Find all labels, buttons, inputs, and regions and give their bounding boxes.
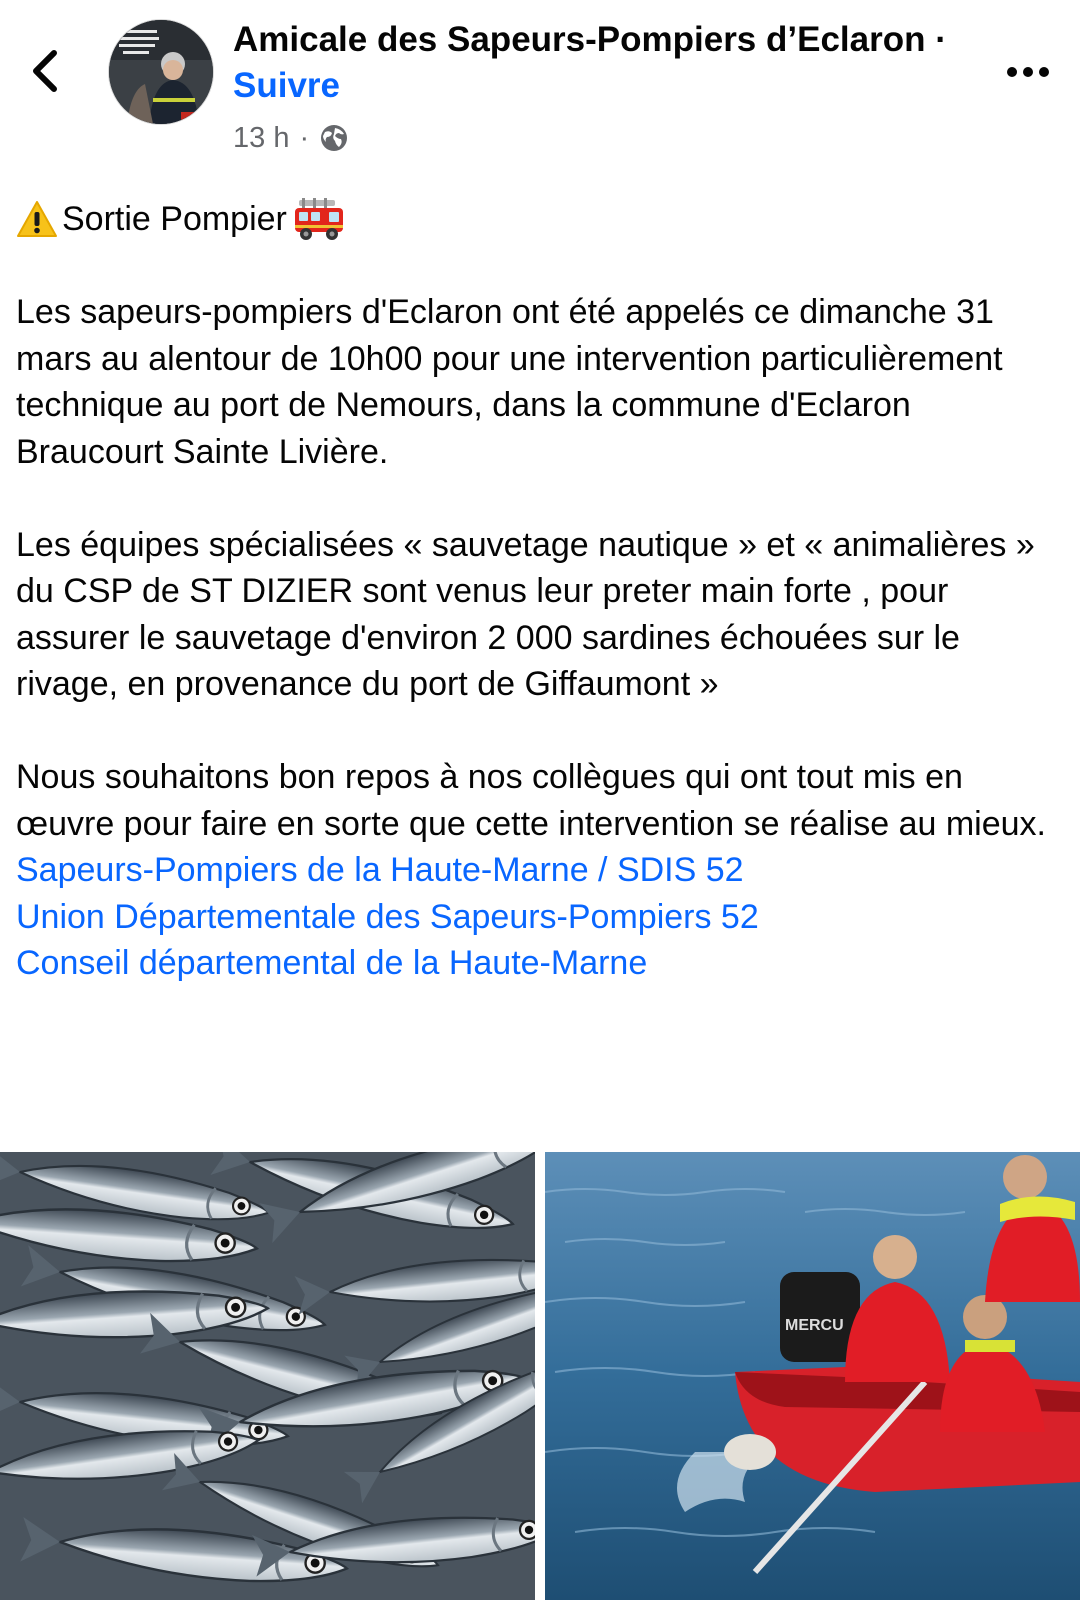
post-title-line (16, 196, 1066, 243)
separator-dot: · (935, 20, 947, 59)
warning-emoji-icon (16, 199, 58, 239)
globe-icon (319, 123, 349, 153)
fire-engine-emoji-icon (293, 196, 345, 242)
sardines-image (0, 1152, 535, 1600)
chevron-left-icon (30, 49, 60, 93)
rescue-boat-image (545, 1152, 1080, 1600)
photo-sardines[interactable] (0, 1152, 535, 1600)
post-header-title (233, 17, 993, 109)
post-timestamp[interactable]: 13 h (233, 121, 290, 154)
tag-link-udsp52[interactable]: Union Départementale des Sapeurs-Pompiers 52 (16, 897, 759, 936)
page-name-link[interactable]: Amicale des Sapeurs-Pompiers d’Eclaron (233, 20, 926, 59)
back-button[interactable] (22, 46, 68, 96)
avatar-image (109, 20, 213, 124)
tag-link-conseil-departemental[interactable]: Conseil départemental de la Haute-Marne (16, 944, 648, 982)
post-paragraph-1: Les sapeurs-pompiers d'Eclaron ont été appelés ce dimanche 31 mars au alentour de 10h00 pour une intervention particulièrement technique au port de Nemours, dans la commune d'Eclaron Braucourt Sainte Livière. (16, 293, 1003, 471)
more-dots-icon (1006, 66, 1050, 78)
post-paragraph-3: Nous souhaitons bon repos à nos collègues qui ont tout mis en œuvre pour faire en sorte que cette intervention se réalise au mieux. (16, 758, 1046, 843)
photo-rescue-boat[interactable] (545, 1152, 1080, 1600)
tag-link-sdis52[interactable]: Sapeurs-Pompiers de la Haute-Marne / SDIS 52 (16, 851, 744, 889)
motor-brand-text: MERCU (785, 1317, 844, 1334)
page-avatar[interactable] (108, 19, 214, 125)
post-paragraph-2: Les équipes spécialisées « sauvetage nautique » et « animalières » du CSP de ST DIZIER sont venus leur preter main forte , pour assurer le sauvetage d'environ 2 000 sardines échouées sur le rivage, en provenance du port de Giffaumont » (16, 525, 1035, 703)
follow-button[interactable]: Suivre (233, 66, 340, 105)
more-options-button[interactable] (996, 52, 1060, 92)
post-meta (233, 118, 349, 158)
post-body (16, 196, 1066, 987)
meta-separator: · (299, 121, 310, 154)
post-title: Sortie Pompier (62, 200, 287, 238)
